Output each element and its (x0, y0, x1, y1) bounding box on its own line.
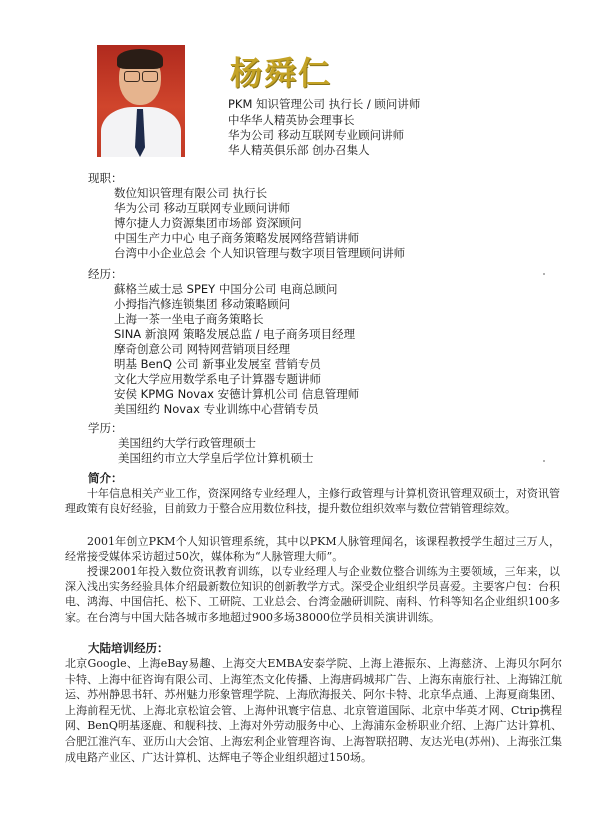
person-name: 杨舜仁 (230, 54, 333, 92)
title-line: 中华华人精英协会理事长 (228, 113, 355, 127)
experience-item: 文化大学应用数学系电子计算器专题讲师 (114, 372, 321, 386)
experience-item: 蘇格兰威士忌 SPEY 中国分公司 电商总顾问 (114, 282, 338, 296)
experience-item: 上海一茶一坐电子商务策略长 (114, 312, 264, 326)
education-item: 美国纽约市立大学皇后学位计算机硕士 (118, 451, 314, 465)
education-label: 学历： (88, 421, 123, 435)
experience-item: 摩奇创意公司 网特网营销项目经理 (114, 342, 291, 356)
education-item: 美国纽约大学行政管理硕士 (118, 436, 256, 450)
title-line: 华人精英俱乐部 创办召集人 (228, 143, 370, 157)
intro-paragraph: 2001年创立PKM个人知识管理系统，其中以PKM人脉管理闻名，该课程教授学生超过三万人，经常接受媒体采访超过50次，媒体称为“人脉管理大师”。 (65, 535, 560, 564)
training-paragraph: 北京Google、上海eBay易趣、上海交大EMBA安泰学院、上海上港振东、上海慈济、上海贝尔阿尔卡特、上海中征咨询有限公司、上海笙杰文化传播、上海唐码城邦广告、上海东南旅行社、上海锦江航运、苏州静思书轩、苏州魅力形象管理学院、上海欣海报关、阿尔卡特、北京华点通、上海夏商集团、上海前程无忧、上海北京松谊会管、上海仲讯寰宇信息、北京管道国际、北京中华英才网、Ctrip携程网、BenQ明基逐鹿、和舰科技、上海对外劳动服务中心、上海浦东金桥职业介绍、上海广达计算机、合肥江淮汽车、亚历山大会馆、上海宏利企业管理咨询、上海智联招聘、友达光电(苏州)、上海张江集成电路产业区、广达计算机、达辉电子等企业组织超过150场。 (65, 657, 562, 764)
experience-item: SINA 新浪网 策略发展总监 / 电子商务项目经理 (114, 327, 356, 341)
portrait-photo (97, 45, 185, 157)
current-item: 博尔捷人力资源集团市场部 资深顾问 (114, 216, 302, 230)
current-label: 现职： (88, 171, 123, 185)
current-item: 数位知识管理有限公司 执行长 (114, 186, 268, 200)
current-item: 中国生产力中心 电子商务策略发展网络营销讲师 (114, 231, 360, 245)
current-item: 台湾中小企业总会 个人知识管理与数字项目管理顾问讲师 (114, 246, 406, 260)
intro-paragraph: 十年信息相关产业工作，资深网络专业经理人，主修行政管理与计算机资讯管理双硕士，对资讯管理政策有良好经验，目前致力于整合应用数位科技，提升数位组织效率与数位营销管理综效。 (65, 487, 560, 516)
scan-dot (543, 273, 545, 275)
experience-item: 小拇指汽修连锁集团 移动策略顾问 (114, 297, 291, 311)
current-item: 华为公司 移动互联网专业顾问讲师 (114, 201, 291, 215)
title-line: PKM 知识管理公司 执行长 / 顾问讲师 (228, 97, 421, 111)
experience-item: 美国纽约 Novax 专业训练中心营销专员 (114, 402, 319, 416)
experience-label: 经历： (88, 267, 123, 281)
intro-paragraph: 授课2001年投入数位资讯教育训练，以专业经理人与企业数位整合训练为主要领域，三年来，以深入浅出实务经验具体介绍最新数位知识的创新教学方式。深受企业组织学员喜爱。主要客户包：台积电、鸿海、中国信托、松下、工研院、工业总会、台湾金融研训院、南科、竹科等知名企业组织100多家。在台湾与中国大陆各城市多地超过900多场38000位学员相关演讲训练。 (65, 565, 560, 624)
scan-dot (543, 460, 545, 462)
experience-item: 明基 BenQ 公司 新事业发展室 营销专员 (114, 357, 321, 371)
experience-item: 安侯 KPMG Novax 安德计算机公司 信息管理师 (114, 387, 360, 401)
title-line: 华为公司 移动互联网专业顾问讲师 (228, 128, 405, 142)
intro-heading: 简介： (88, 471, 123, 485)
training-heading: 大陆培训经历： (88, 641, 169, 655)
